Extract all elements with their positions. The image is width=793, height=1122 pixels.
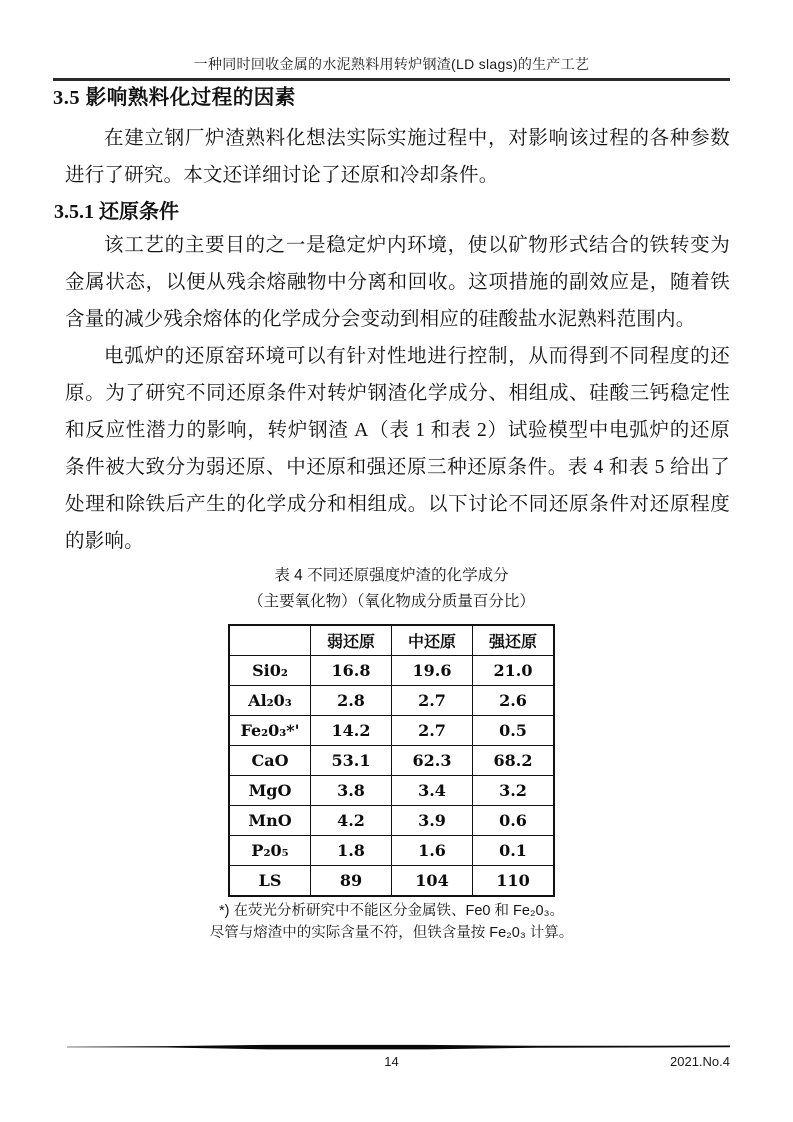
cell-value: 3.4	[392, 775, 473, 805]
footer-row	[53, 1053, 730, 1070]
issue-label: 2021.No.4	[670, 1054, 730, 1069]
paragraph-1: 在建立钢厂炉渣熟料化想法实际实施过程中，对影响该过程的各种参数进行了研究。本文还详细讨论了还原和冷却条件。	[65, 127, 730, 186]
cell-value: 53.1	[311, 745, 392, 775]
paragraph-3: 电弧炉的还原窑环境可以有针对性地进行控制，从而得到不同程度的还原。为了研究不同还原条件对转炉钢渣化学成分、相组成、硅酸三钙稳定性和反应性潜力的影响，转炉钢渣 A（表 1 和表 2）试验模型中电弧炉的还原条件被大致分为弱还原、中还原和强还原三种还原条件。表 4 和表 5 给出了处理和除铁后产生的化学成分和相组成。以下讨论不同还原条件对还原程度的影响。	[65, 345, 730, 552]
row-label: MgO	[229, 775, 311, 805]
table-row	[229, 715, 554, 745]
row-label: P₂0₅	[229, 835, 311, 865]
footer-rule	[67, 1044, 730, 1051]
section-heading: 3.5 影响熟料化过程的因素	[53, 86, 296, 109]
cell-value: 1.6	[392, 835, 473, 865]
cell-value: 3.2	[473, 775, 555, 805]
table-row	[229, 775, 554, 805]
cell-value: 0.6	[473, 805, 555, 835]
table-row	[229, 655, 554, 685]
row-label: CaO	[229, 745, 311, 775]
table-row	[229, 865, 554, 896]
row-label: LS	[229, 865, 311, 896]
table-header-cell-strong: 强还原	[473, 625, 555, 656]
row-label: Fe₂0₃*'	[229, 715, 311, 745]
table-row	[229, 835, 554, 865]
cell-value: 4.2	[311, 805, 392, 835]
header-title: 一种同时回收金属的水泥熟料用转炉钢渣(LD slags)的生产工艺	[193, 56, 590, 72]
row-label: Si0₂	[229, 655, 311, 685]
cell-value: 3.9	[392, 805, 473, 835]
page-number: 14	[384, 1054, 399, 1069]
cell-value: 14.2	[311, 715, 392, 745]
row-label: Al₂0₃	[229, 685, 311, 715]
cell-value: 2.6	[473, 685, 555, 715]
page-footer	[53, 1044, 730, 1070]
subsection-heading: 3.5.1 还原条件	[54, 200, 179, 223]
table-row	[229, 805, 554, 835]
cell-value: 104	[392, 865, 473, 896]
table-caption-line2: （主要氧化物）（氧化物成分质量百分比）	[248, 593, 535, 610]
table-header-cell-weak: 弱还原	[311, 625, 392, 656]
cell-value: 19.6	[392, 655, 473, 685]
table-row	[229, 685, 554, 715]
cell-value: 0.1	[473, 835, 555, 865]
table-caption-line1: 表 4 不同还原强度炉渣的化学成分	[274, 566, 509, 584]
table-header-cell-medium: 中还原	[392, 625, 473, 656]
paragraph-2: 该工艺的主要目的之一是稳定炉内环境，使以矿物形式结合的铁转变为金属状态，以便从残余熔融物中分离和回收。这项措施的副效应是，随着铁含量的减少残余熔体的化学成分会变动到相应的硅酸盐水泥熟料范围内。	[65, 234, 730, 330]
cell-value: 2.7	[392, 715, 473, 745]
cell-value: 21.0	[473, 655, 555, 685]
table-footnote	[53, 900, 730, 944]
table-row	[229, 745, 554, 775]
table-header-cell-blank	[229, 625, 311, 656]
row-label: MnO	[229, 805, 311, 835]
cell-value: 16.8	[311, 655, 392, 685]
table-footnote-line1: *) 在荧光分析研究中不能区分金属铁、Fe0 和 Fe₂0₃。	[218, 902, 565, 919]
cell-value: 0.5	[473, 715, 555, 745]
table-footnote-line2: 尽管与熔渣中的实际含量不符，但铁含量按 Fe₂0₃ 计算。	[209, 924, 574, 941]
cell-value: 110	[473, 865, 555, 896]
cell-value: 1.8	[311, 835, 392, 865]
cell-value: 89	[311, 865, 392, 896]
header-rule	[53, 78, 730, 81]
composition-table	[228, 624, 555, 897]
cell-value: 62.3	[392, 745, 473, 775]
cell-value: 68.2	[473, 745, 555, 775]
table-header-row	[229, 625, 554, 656]
cell-value: 2.8	[311, 685, 392, 715]
cell-value: 3.8	[311, 775, 392, 805]
cell-value: 2.7	[392, 685, 473, 715]
